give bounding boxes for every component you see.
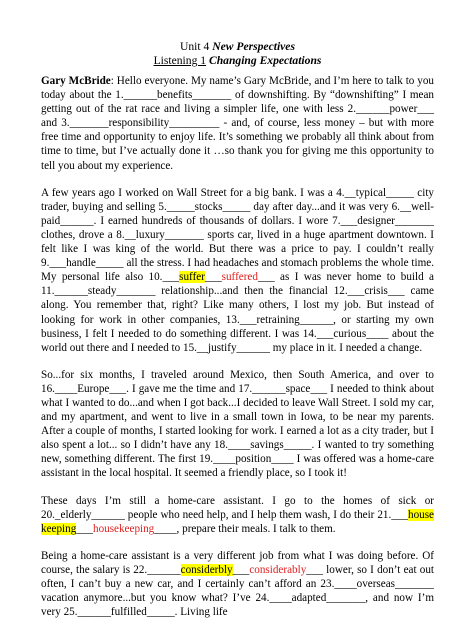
speaker-name: Gary McBride xyxy=(41,75,111,87)
text-run: So...for six months, I traveled around Mexico, then South America, and over to 16.____Europe___. I gave me the time and 17.______space___ I needed to think about what I wanted to do...and when I got back...I decided to leave Wall Street. I sold my car, and my apartment, and went to live in a small town in Iowa, to be near my parents. After a couple of months, I started looking for work. I earned a lot as a city trader, but I also spent a lot... so I didn’t have any 18.____savings_____. I wanted to try something new, something different. The first 19.____position____ I was offered was a home-care assistant in the local hospital. It seemed a friendly place, so I took it! xyxy=(41,368,434,480)
text-run: ___ xyxy=(204,271,222,284)
unit-title: New Perspectives xyxy=(212,40,295,53)
transcript-paragraph xyxy=(41,494,434,536)
correction-text: considerably xyxy=(249,563,307,576)
listening-prefix: Listening 1 xyxy=(153,54,207,67)
text-run: These days I’m still a home-care assistant. I go to the homes of sick or 20._elderly______ people who need help, and I help them wash, I do their 21.___ xyxy=(41,494,434,521)
transcript-paragraph xyxy=(41,186,434,355)
text-run: ___ xyxy=(232,563,250,576)
text-run: A few years ago I worked on Wall Street for a big bank. I was a 4.__typical_____ city trader, buying and selling 5._____stocks_____ day after day...and it was very 6.__well-paid______. I earned hundreds of thousands of dollars. I wore 7.___designer_______ clothes, drove a 8.__luxury_______ sports car, lived in a huge apartment downtown. I felt like I was king of the world. But there was a price to pay. I couldn’t really 9.___handle_____ all the stress. I had headaches and stomach problems the whole time. My personal life also 10.___ xyxy=(41,186,434,284)
transcript-paragraph xyxy=(41,74,434,173)
text-run: ____, prepare their meals. I talk to them. xyxy=(154,522,336,535)
text-run: ___ xyxy=(76,522,93,535)
listening-title: Changing Expectations xyxy=(206,54,322,67)
unit-line xyxy=(41,40,434,54)
text-run: ___ as I was never home to build a 11.______steady_______ relationship...and then the financial 12.___crisis___ came along. You remember that, right? Like many others, I lost my job. But instead of looking for work in other companies, 13.___retraining______, or starting my own business, I felt I needed to do something different. I was 14.___curious____ about the world out there and I needed to 15.__justify______ my place in it. I needed a change. xyxy=(41,271,434,354)
highlighted-answer: suffer xyxy=(179,271,205,284)
transcript-paragraph xyxy=(41,368,434,481)
transcript-body xyxy=(41,74,434,619)
transcript-paragraph xyxy=(41,549,434,619)
document-heading xyxy=(41,40,434,68)
highlighted-answer: house keeping xyxy=(41,508,434,535)
text-run: Being a home-care assistant is a very different job from what I was doing before. Of course, the salary is 22.______ xyxy=(41,549,434,576)
highlighted-answer: considerbly xyxy=(180,563,233,576)
text-run: : Hello everyone. My name’s Gary McBride, and I’m here to talk to you today about the 1.______benefits_______ of downshifting. By “downshifting” I mean getting out of the rat race and living a simpler life, one with less 2.______power___ and 3._______responsibility_________ - and, of course, less money – but with more free time and opportunity to enjoy life. It’s something we probably all think about from time to time, but I’ve actually done it …so thank you for giving me this opportunity to tell you about my experience. xyxy=(41,75,434,172)
listening-line xyxy=(41,54,434,68)
correction-text: housekeeping xyxy=(93,522,155,535)
correction-text: suffered xyxy=(221,271,258,284)
text-run: ___ lower, so I don’t eat out often, I can’t buy a new car, and I certainly can’t afford an 23.____overseas_______ vacation anymore...but you know what? I’ve 24.____adapted_______, and now I’m very 25.______fulfilled_____. Living life xyxy=(41,563,434,619)
unit-prefix: Unit 4 xyxy=(180,40,213,53)
